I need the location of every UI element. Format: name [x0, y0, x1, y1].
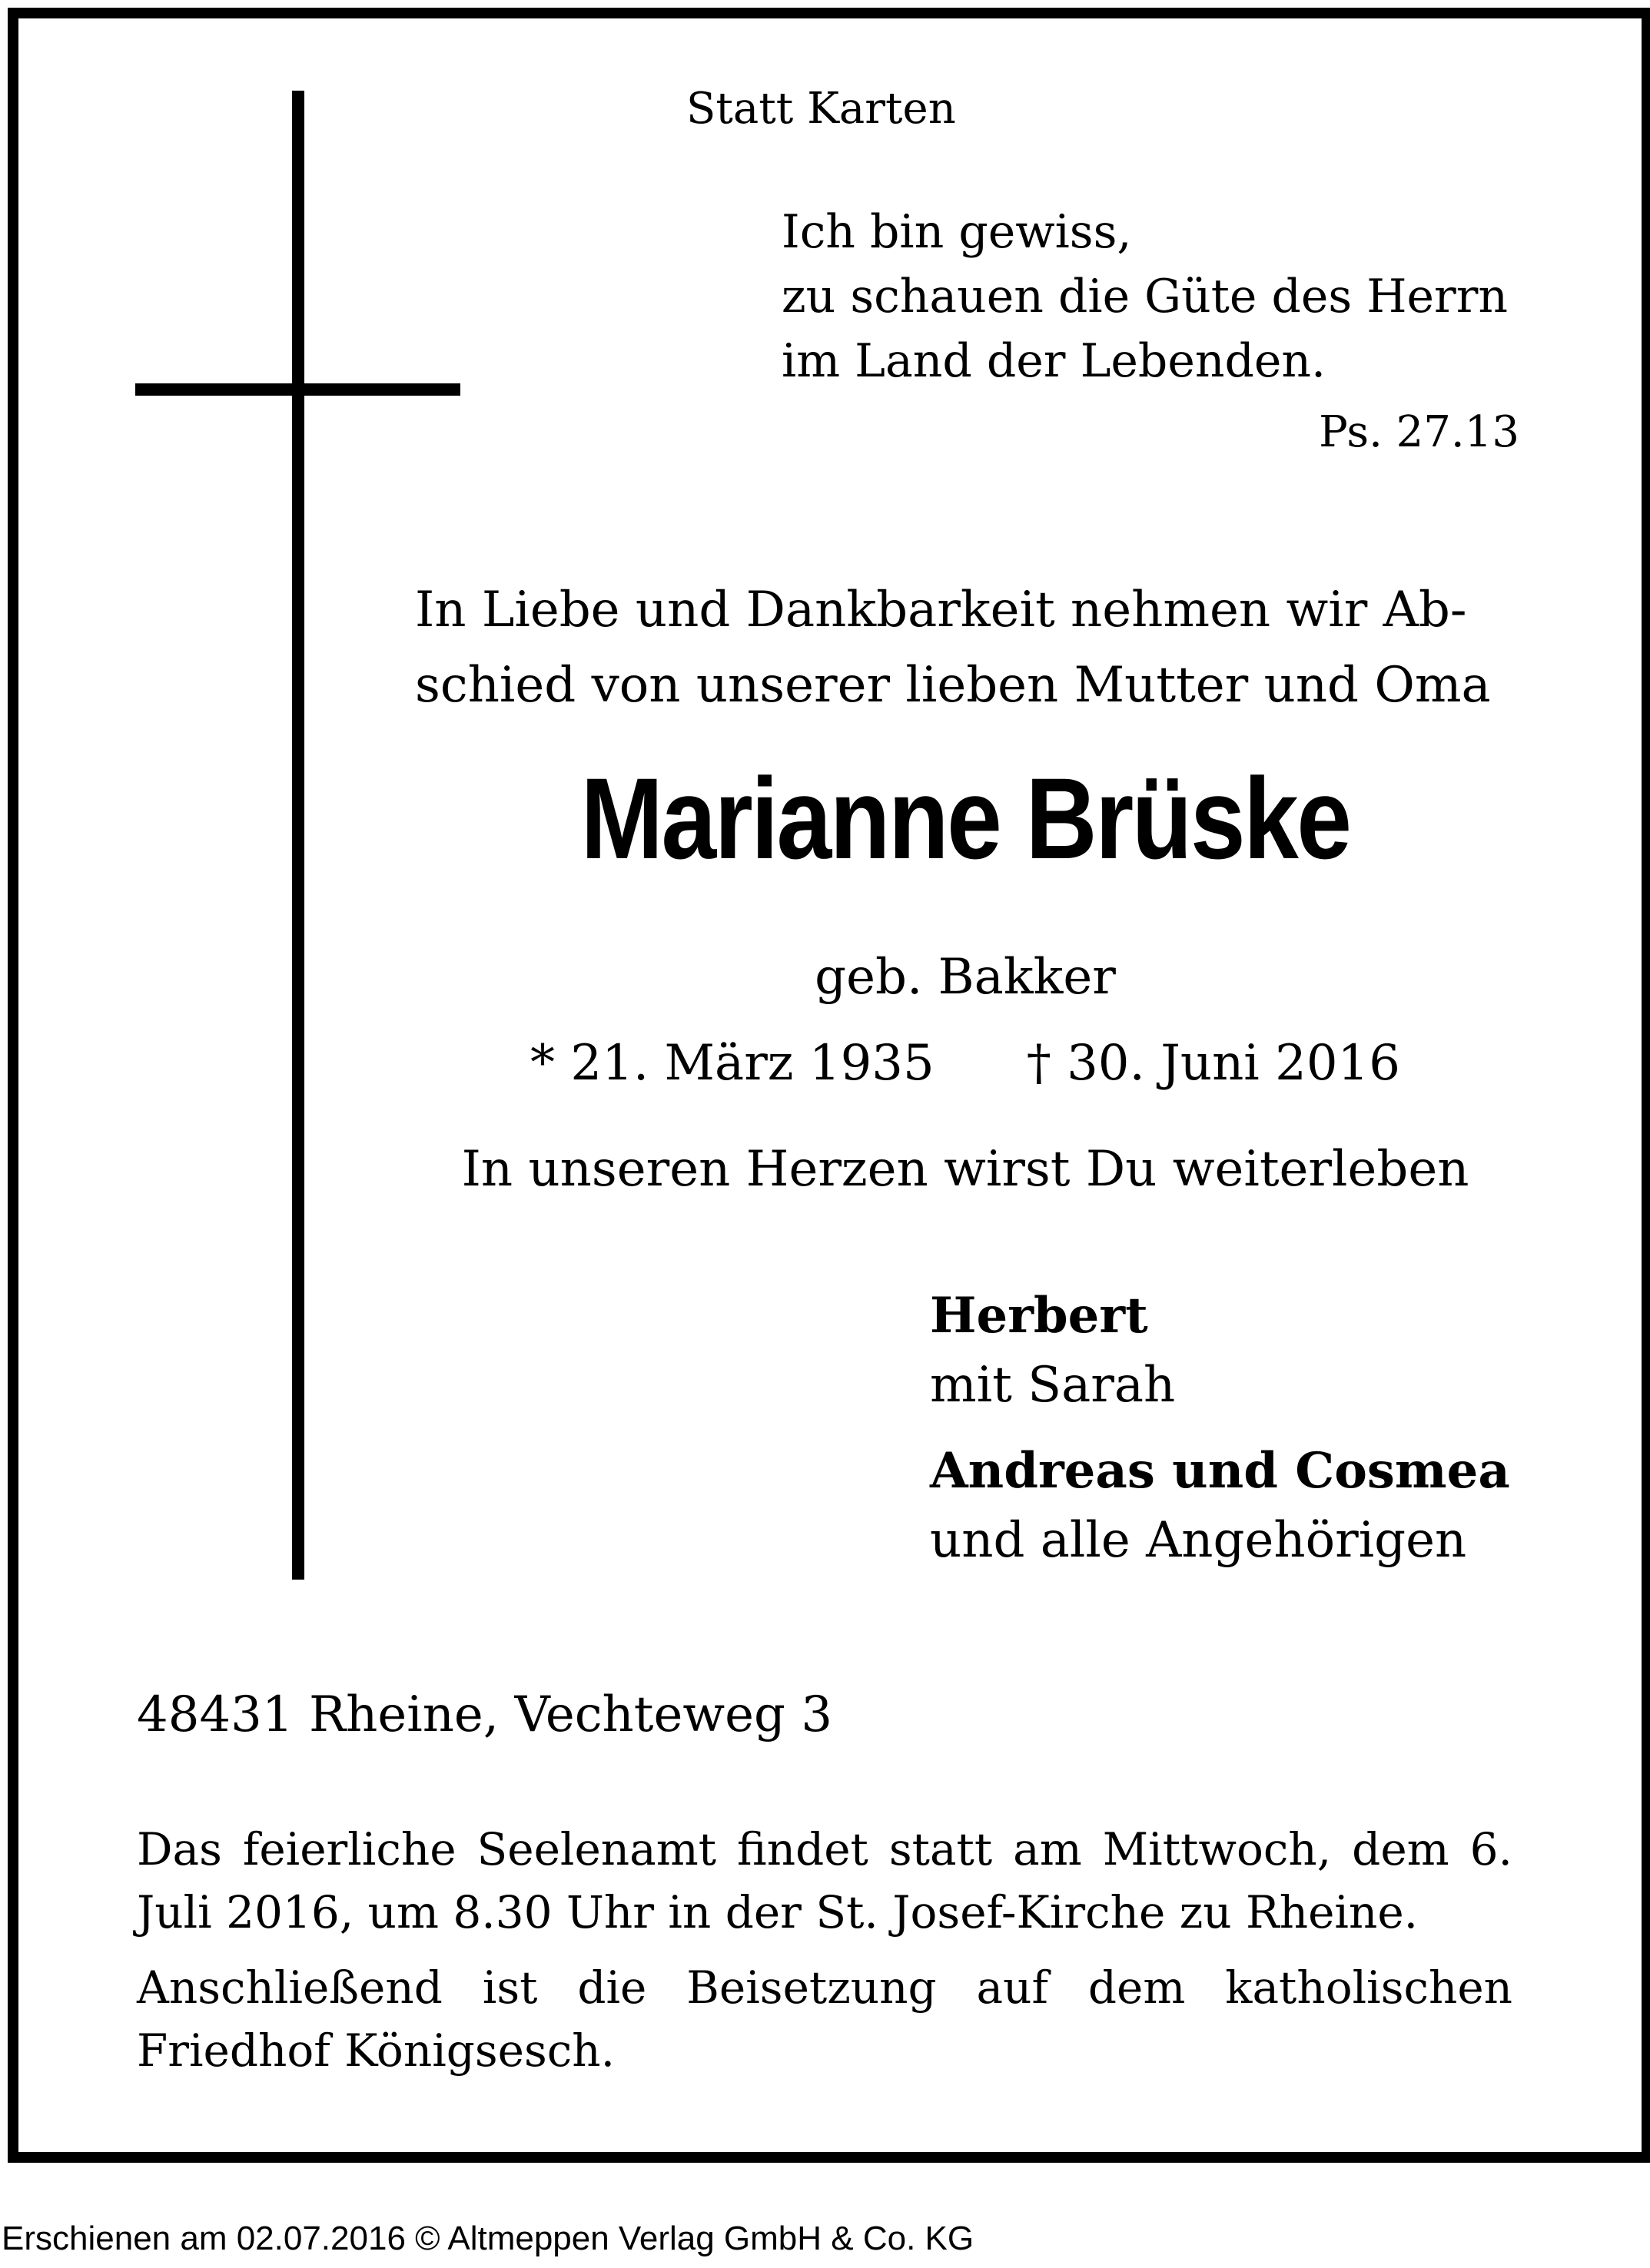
intro-line-2: schied von unserer lieben Mutter und Oma: [415, 657, 1491, 714]
intro-text: [415, 572, 1516, 723]
statt-karten-label: Statt Karten: [686, 84, 956, 134]
mourner-name-2: Andreas und Cosmea: [930, 1442, 1510, 1500]
verse-line-3: im Land der Lebenden.: [782, 334, 1326, 388]
service-paragraph-2: Anschließend ist die Beisetzung auf dem katholischen Friedhof Königsesch.: [137, 1961, 1512, 2077]
birth-date: * 21. März 1935: [530, 1035, 935, 1092]
deceased-name: Marianne Brüske: [580, 754, 1350, 883]
verse-line-1: Ich bin gewiss,: [782, 205, 1132, 259]
motto-text: In unseren Herzen wirst Du weiterleben: [461, 1141, 1469, 1198]
verse-line-2: zu schauen die Güte des Herrn: [782, 270, 1509, 323]
mourners-list: [930, 1282, 1510, 1575]
publication-footer: Erschienen am 02.07.2016 © Altmeppen Verlag GmbH & Co. KG: [2, 2220, 974, 2257]
intro-line-1: In Liebe und Dankbarkeit nehmen wir Ab-: [415, 582, 1467, 638]
verse-reference: Ps. 27.13: [1319, 407, 1519, 457]
service-paragraph-1: Das feierliche Seelenamt findet statt am Mittwoch, dem 6. Juli 2016, um 8.30 Uhr in der St. Josef-Kirche zu Rheine.: [137, 1823, 1512, 1938]
bible-verse: [782, 200, 1508, 393]
address: 48431 Rheine, Vechteweg 3: [137, 1686, 833, 1743]
mourner-sub-2: und alle Angehörigen: [930, 1512, 1467, 1569]
life-dates: [415, 1035, 1516, 1092]
death-date: † 30. Juni 2016: [1026, 1035, 1400, 1092]
mourner-name-1: Herbert: [930, 1287, 1148, 1345]
maiden-name: geb. Bakker: [815, 949, 1116, 1006]
mourner-sub-1: mit Sarah: [930, 1357, 1176, 1414]
cross-icon-horizontal-bar: [135, 383, 460, 396]
cross-icon-vertical-bar: [292, 91, 304, 1580]
